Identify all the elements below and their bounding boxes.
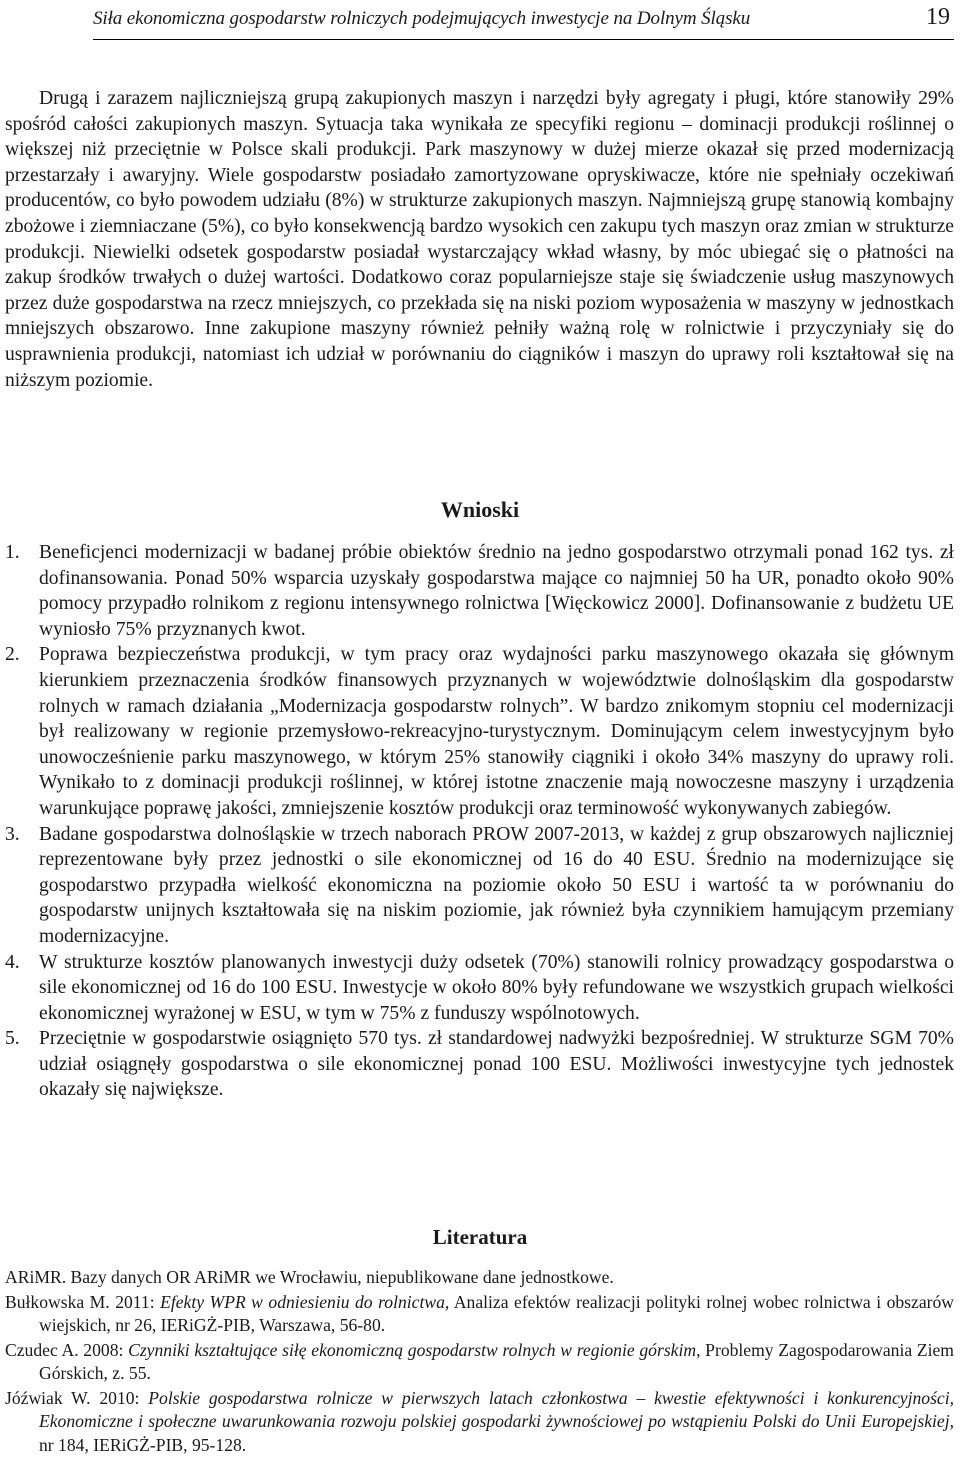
running-title: Siła ekonomiczna gospodarstw rolniczych podejmujących inwestycje na Dolnym Śląsku [93,8,751,29]
reference-author: Jóźwiak W. 2010: [5,1387,149,1408]
conclusion-number: 2. [5,644,20,666]
body-text [5,86,954,393]
conclusion-text: Badane gospodarstwa dolnośląskie w trzech naborach PROW 2007-2013, w każdej z grup obszarowych najliczniej reprezentowane były przez jednostki o sile ekonomicznej od 16 do 40 ESU. Średnio na modernizujące się gospodarstwo przypadła wielkość ekonomiczna na poziomie około 50 ESU i wartość ta w porównaniu do gospodarstw unijnych kształtowała się na niskim poziomie, jak również była czynnikiem hamującym przemiany modernizacyjne. [39,823,954,947]
conclusions-list [5,540,954,1103]
conclusion-item [5,642,954,821]
reference-item [5,1291,954,1338]
conclusion-number: 1. [5,542,20,563]
reference-item [5,1266,954,1290]
reference-author: Bułkowska M. 2011: [5,1291,161,1312]
reference-title: Efekty WPR w odniesieniu do rolnictwa, [160,1291,450,1312]
body-paragraph: Drugą i zarazem najliczniejszą grupą zakupionych maszyn i narzędzi były agregaty i pługi, które stanowiły 29% spośród całości zakupionych maszyn. Sytuacja taka wynikała ze specyfiki regionu – dominacji produkcji roślinnej o większej niż przeciętnie w Polsce skali produkcji. Park maszynowy w dużej mierze okazał się przed modernizacją przestarzały i awaryjny. Wiele gospodarstw posiadało zamortyzowane opryskiwacze, które nie spełniały oczekiwań producentów, co było powodem udziału (8%) w strukturze zakupionych maszyn. Najmniejszą grupę stanowią kombajny zbożowe i ziemniaczane (5%), co było konsekwencją bardzo wysokich cen zakupu tych maszyn oraz zmian w strukturze produkcji. Niewielki odsetek gospodarstw posiadał wystarczający wkład własny, by móc ubiegać się o płatności na zakup środków trwałych o dużej wartości. Dodatkowo coraz popularniejsze staje się świadczenie usług maszynowych przez duże gospodarstwa na rzecz mniejszych, co przekłada się na niski poziom wyposażenia w maszyny w jednostkach mniejszych obszarowo. Inne zakupione maszyny również pełniły ważną rolę w rolnictwie i przyczyniały się do usprawnienia produkcji, natomiast ich udział w porównaniu do ciągników i maszyn do uprawy roli kształtował się na niższym poziomie. [5,88,954,391]
conclusion-number: 5. [5,1028,20,1050]
conclusion-text: Poprawa bezpieczeństwa produkcji, w tym pracy oraz wydajności parku maszynowego okazała się głównym kierunkiem przeznaczenia środków finansowych przyznanych w województwie dolnośląskim dla gospodarstw rolnych w ramach działania „Modernizacja gospodarstw rolnych”. W bardzo znikomym stopniu cel modernizacji był realizowany w regionie przemysłowo-rekreacyjno-turystycznym. Dominującym celem inwestycyjnym było unowocześnienie parku maszynowego, w którym 25% stanowiły ciągniki i około 34% maszyny do uprawy roli. Wynikało to z dominacji produkcji roślinnej, w której istotne znaczenie mają nowoczesne maszyny i urządzenia warunkujące poprawę jakości, zmniejszenie kosztów produkcji oraz terminowość wykonywanych zabiegów. [39,644,954,819]
conclusions-heading: Wnioski [440,497,520,522]
references-list [5,1266,954,1458]
reference-details: , nr 184, IERiGŻ-PIB, 95-128. [39,1411,954,1455]
reference-title: Czynniki kształtujące siłę ekonomiczną gospodarstw rolnych w regionie górskim [128,1339,697,1360]
conclusion-item [5,540,954,642]
conclusion-text: W strukturze kosztów planowanych inwestycji duży odsetek (70%) stanowili rolnicy prowadzący gospodarstwa o sile ekonomicznej od 16 do 100 ESU. Inwestycje w około 80% były refundowane we wszystkich grupach wielkości ekonomicznej wyrażonej w ESU, w tym w 75% z funduszy wspólnotowych. [39,951,954,1024]
literature-heading: Literatura [432,1225,528,1249]
reference-title: Polskie gospodarstwa rolnicze w pierwszych latach członkostwa – kwestie efektywności i konkurencyjności, Ekonomiczne i społeczne uwarunkowania rozwoju polskiej gospodarki żywnościowej po wstąpieniu Polski do Unii Europejskiej [39,1387,955,1431]
page-number: 19 [926,4,950,30]
conclusion-item [5,950,954,1027]
running-header [93,6,954,40]
conclusion-number: 4. [5,951,20,973]
reference-item [5,1387,954,1458]
reference-item [5,1339,954,1386]
conclusion-item [5,822,954,950]
conclusion-item [5,1026,954,1103]
conclusion-text: Beneficjenci modernizacji w badanej próbie obiektów średnio na jedno gospodarstwo otrzymali ponad 162 tys. zł dofinansowania. Ponad 50% wsparcia uzyskały gospodarstwa mające co najmniej 50 ha UR, ponadto około 90% pomocy przypadło rolnikom z regionu intensywnego rolnictwa [Więckowicz 2000]. Dofinansowanie z budżetu UE wyniosło 75% przyznanych kwot. [39,542,954,640]
reference-author: Czudec A. 2008: [5,1339,129,1360]
conclusion-text: Przeciętnie w gospodarstwie osiągnięto 570 tys. zł standardowej nadwyżki bezpośredniej. W strukturze SGM 70% udział osiągnęły gospodarstwa o sile ekonomicznej ponad 100 ESU. Możliwości inwestycyjne tych jednostek okazały się największe. [39,1028,954,1101]
reference-details: , Problemy Zagospodarowania Ziem Górskich, z. 55. [39,1339,954,1383]
conclusion-number: 3. [5,823,20,845]
reference-details: Analiza efektów realizacji polityki rolnej wobec rolnictwa i obszarów wiejskich, nr 26, IERiGŻ-PIB, Warszawa, 56-80. [39,1291,954,1335]
reference-text: ARiMR. Bazy danych OR ARiMR we Wrocławiu, niepublikowane dane jednostkowe. [5,1267,614,1287]
